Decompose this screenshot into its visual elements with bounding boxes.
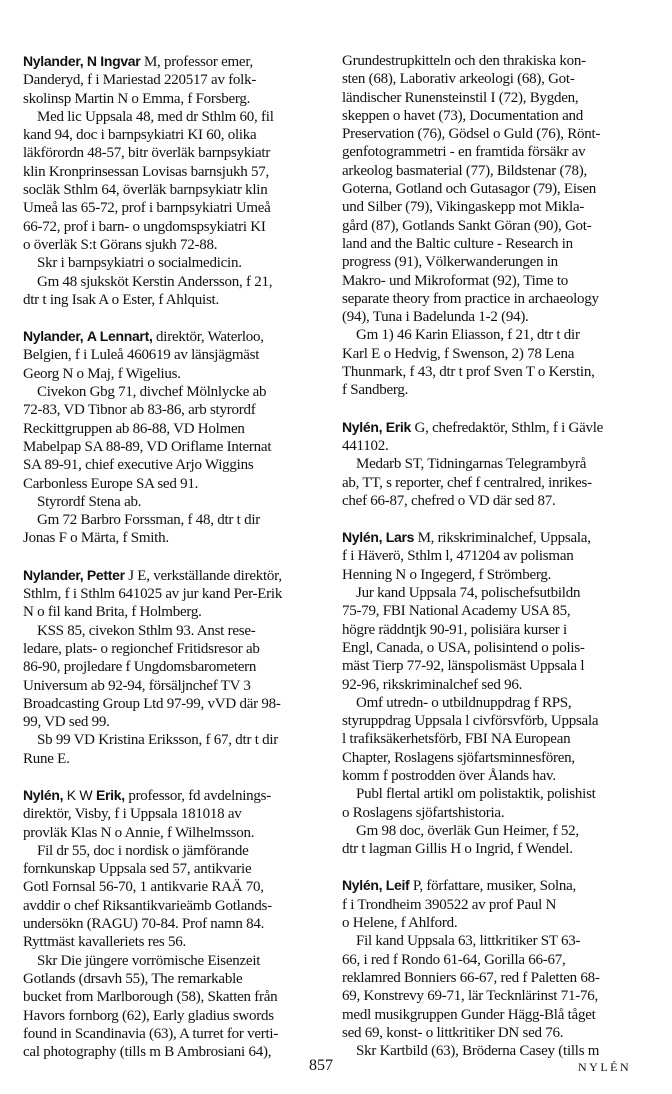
entry-head-text: M, professor emer, [140,54,253,70]
paragraph-first-line: Omf utredn- o utbildnuppdrag f RPS, [356,694,572,711]
entry-headline [342,528,640,547]
entry-line: f i Trondheim 390522 av prof Paul N [342,896,557,913]
continued-line: genfotogrammetri - en framtida försäkr av [342,144,586,161]
left-column [23,52,321,1061]
entry-line: Belgien, f i Luleå 460619 av länsjägmäst [23,347,260,364]
biography-entry [23,52,321,309]
paragraph-line: Carbonless Europe SA sed 91. [23,475,199,492]
paragraph-first-line: Skr Kartbild (63), Bröderna Casey (tills m [356,1043,600,1060]
entry-line: Georg N o Maj, f Wigelius. [23,365,181,382]
continued-line: sten (68), Laborativ arkeologi (68), Got- [342,71,575,88]
entry-surname: Nylander, [23,328,84,345]
continued-entry [342,52,640,400]
continued-line: Makro- und Mikroformat (92), Time to [342,272,568,289]
paragraph-first-line: Publ flertal artikl om polistaktik, polishist [356,786,596,803]
paragraph-line: l trafiksäkerhetsförb, FBI NA European [342,731,571,748]
paragraph-first-line: Medarb ST, Tidningarnas Telegrambyrå [356,456,587,473]
entry-line: Danderyd, f i Mariestad 220517 av folk- [23,72,257,89]
paragraph-line: Engl, Canada, o USA, polisintend o polis- [342,639,585,656]
continued-line: Preservation (76), Gödsel o Guld (76), Rönt- [342,126,601,143]
entry-line: f i Häverö, Sthlm l, 471204 av polisman [342,548,574,565]
entry-given-prefix: K W [63,786,96,803]
entry-head-text: M, rikskriminalchef, Uppsala, [414,530,591,547]
paragraph-line: kand 94, doc i barnpsykiatri KI 60, olika [23,127,257,144]
page-number: 857 [309,1057,333,1074]
paragraph-first-line: Styrordf Stena ab. [37,493,142,510]
paragraph-first-line: Gm 98 doc, överläk Gun Heimer, f 52, [356,822,579,839]
entry-headline [23,52,321,71]
paragraph-line: found in Scandinavia (63), A turret for verti- [23,1025,279,1042]
paragraph-line: reklamred Bonniers 66-67, red f Paletten 68- [342,969,600,986]
paragraph-line: läkförordn 48-57, bitr överläk barnpsykiatr [23,145,271,162]
entry-surname: Nylander, [23,53,84,69]
paragraph-line: komm f postrodden över Ålands hav. [342,767,556,784]
biography-entry [342,528,640,858]
entry-line: provläk Klas N o Annie, f Wilhelmsson. [23,824,255,841]
entry-surname: Nylén, [23,786,64,803]
entry-given-name: Leif [385,877,410,894]
entry-given-name: A Lennart, [86,328,153,345]
paragraph-first-line: Fil dr 55, doc i nordisk o jämförande [37,842,249,859]
entry-line: direktör, Visby, f i Uppsala 181018 av [23,806,242,823]
paragraph-line: 75-79, FBI National Academy USA 85, [342,603,571,620]
paragraph-line: socläk Sthlm 64, överläk barnpsykiatr klin [23,182,268,199]
continued-line: (94), Tuna i Badelunda 1-2 (94). [342,309,529,326]
paragraph-line: Gotl Fornsal 56-70, 1 antikvarie RAÄ 70, [23,879,264,896]
paragraph-first-line: Med lic Uppsala 48, med dr Sthlm 60, fil [37,108,274,125]
entry-surname: Nylander, [23,566,84,583]
paragraph-line: o överläk S:t Görans sjukh 72-88. [23,236,218,253]
entry-head-text: J E, verkställande direktör, [124,567,282,584]
continued-line: ländischer Runensteinstil I (72), Bygden, [342,89,579,106]
paragraph-first-line: Skr Die jüngere vorrömische Eisenzeit [37,952,261,969]
entry-line: skolinsp Martin N o Emma, f Forsberg. [23,90,251,107]
continued-line: separate theory from practice in archaeology [342,290,599,307]
paragraph-line: Broadcasting Group Ltd 97-99, vVD där 98- [23,695,281,712]
paragraph-line: Mabelpap SA 88-89, VD Oriflame Internat [23,438,272,455]
paragraph-first-line: Fil kand Uppsala 63, littkritiker ST 63- [356,933,581,950]
entry-headline [342,876,640,895]
entry-given-name: Erik [385,418,411,435]
paragraph-first-line: Gm 72 Barbro Forssman, f 48, dtr t dir [37,512,260,529]
paragraph-line: Gotlands (drsavh 55), The remarkable [23,970,243,987]
continued-line: arkeolog basmaterial (77), Bildstenar (78), [342,162,587,179]
paragraph-line: chef 66-87, chefred o VD där sed 87. [342,492,556,509]
paragraph-line: 66, i red f Rondo 61-64, Gorilla 66-67, [342,951,566,968]
paragraph-first-line: Civekon Gbg 71, divchef Mölnlycke ab [37,384,267,401]
paragraph-line: Reckittgruppen ab 86-88, VD Holmen [23,420,245,437]
paragraph-line: o Roslagens sjöfartshistoria. [342,804,505,821]
continued-line: skeppen o havet (73), Documentation and [342,107,584,124]
paragraph-line: klin Kronprinsessan Lovisas barnsjukh 57, [23,163,269,180]
paragraph-line: Jonas F o Märta, f Smith. [23,530,169,547]
entry-head-text: G, chefredaktör, Sthlm, f i Gävle [410,419,604,436]
paragraph-line: styruppdrag Uppsala l civförsvförb, Uppsala [342,713,599,730]
paragraph-line: SA 89-91, chief executive Arjo Wiggins [23,457,254,474]
entry-line: Sthlm, f i Sthlm 641025 av jur kand Per-Erik [23,586,283,603]
entry-given-name: Erik, [95,786,125,803]
continued-line: land and the Baltic culture - Research in [342,235,573,252]
paragraph-line: avddir o chef Riksantikvarieämb Gotlands- [23,897,272,914]
entry-surname: Nylén, [342,418,383,435]
paragraph-line: 72-83, VD Tibnor ab 83-86, arb styrordf [23,402,256,419]
biography-entry [342,876,640,1060]
paragraph-line: Havors fornborg (62), Early gladius swords [23,1007,274,1024]
paragraph-first-line: Skr i barnpsykiatri o socialmedicin. [37,255,242,272]
continued-line: Grundestrupkitteln och den thrakiska kon- [342,53,586,69]
paragraph-line: medl musikgruppen Gunder Hägg-Blå tåget [342,1006,596,1023]
continued-line: gård (87), Gotlands Sankt Göran (90), Got- [342,217,592,234]
paragraph-line: mäst Tierp 77-92, länspolismäst Uppsala l [342,658,585,675]
paragraph-line: Rune E. [23,750,70,767]
continued-line: Goterna, Gotland och Gutasagor (79), Eisen [342,181,597,198]
right-column [342,52,640,1060]
paragraph-line: sed 69, konst- o littkritiker DN sed 76. [342,1024,564,1041]
paragraph-line: f Sandberg. [342,382,409,399]
biography-entry [23,786,321,1061]
paragraph-line: Universum ab 92-94, försäljnchef TV 3 [23,677,251,694]
paragraph-line: ledare, plats- o regionchef Fritidsresor ab [23,640,260,657]
entry-headline [23,566,321,585]
paragraph-line: Thunmark, f 43, dtr t prof Sven T o Kerstin, [342,364,595,381]
paragraph-line: 69, Konstrevy 69-71, lär Tecknlärinst 71-76, [342,988,598,1005]
paragraph-line: bucket from Marlborough (58), Skatten från [23,989,278,1006]
paragraph-first-line: Jur kand Uppsala 74, polischefsutbildn [356,585,581,602]
entry-line: 441102. [342,437,389,454]
paragraph-line: 99, VD sed 99. [23,714,110,731]
paragraph-first-line: KSS 85, civekon Sthlm 93. Anst rese- [37,622,256,639]
biography-entry [342,418,640,510]
paragraph-first-line: Gm 48 sjuksköt Kerstin Andersson, f 21, [37,273,273,290]
paragraph-line: cal photography (tills m B Ambrosiani 64), [23,1044,272,1061]
entry-line: N o fil kand Brita, f Holmberg. [23,604,202,621]
paragraph-line: dtr t lagman Gillis H o Ingrid, f Wendel. [342,841,573,858]
continued-line: und Silber (79), Vikingaskepp mot Mikla- [342,199,585,216]
entry-head-text: professor, fd avdelnings- [124,787,272,804]
paragraph-line: högre räddntjk 90-91, polisiära kurser i [342,621,567,638]
biography-entry [23,566,321,768]
paragraph-first-line: Gm 1) 46 Karin Eliasson, f 21, dtr t dir [356,327,580,344]
entry-surname: Nylén, [342,529,383,546]
entry-headline [342,418,640,437]
paragraph-line: Karl E o Hedvig, f Swenson, 2) 78 Lena [342,345,575,362]
entry-given-name: Lars [385,529,415,546]
paragraph-line: fornkunskap Uppsala sed 57, antikvarie [23,861,252,878]
paragraph-line: 92-96, rikskriminalchef sed 96. [342,676,523,693]
continued-line: progress (91), Völkerwanderungen in [342,254,558,271]
entry-head-text: direktör, Waterloo, [152,329,264,346]
paragraph-line: 86-90, projledare f Ungdomsbarometern [23,659,257,676]
paragraph-line: ab, TT, s reporter, chef f centralred, inrikes- [342,474,592,491]
paragraph-line: dtr t ing Isak A o Ester, f Ahlquist. [23,291,219,308]
entry-line: o Helene, f Ahlford. [342,915,458,932]
entry-line: Henning N o Ingegerd, f Strömberg. [342,566,552,583]
paragraph-first-line: Sb 99 VD Kristina Eriksson, f 67, dtr t dir [37,732,279,749]
paragraph-line: Chapter, Roslagens sjöfartsminnesfören, [342,749,575,766]
entry-head-text: P, författare, musiker, Solna, [409,878,577,895]
paragraph-line: 66-72, prof i barn- o ungdomspsykiatri KI [23,218,266,235]
biography-entry [23,327,321,548]
paragraph-line: Ryttmäst kavalleriets res 56. [23,934,186,951]
entry-given-name: Petter [86,566,125,583]
paragraph-line: undersökn (RAGU) 70-84. Prof namn 84. [23,916,265,933]
entry-given-name: N Ingvar [86,53,141,69]
paragraph-line: Umeå las 65-72, prof i barnpsykiatri Umeå [23,200,271,217]
entry-headline [23,327,321,346]
running-head: NYLÉN [578,1060,632,1074]
entry-headline [23,786,321,805]
entry-surname: Nylén, [342,877,383,894]
